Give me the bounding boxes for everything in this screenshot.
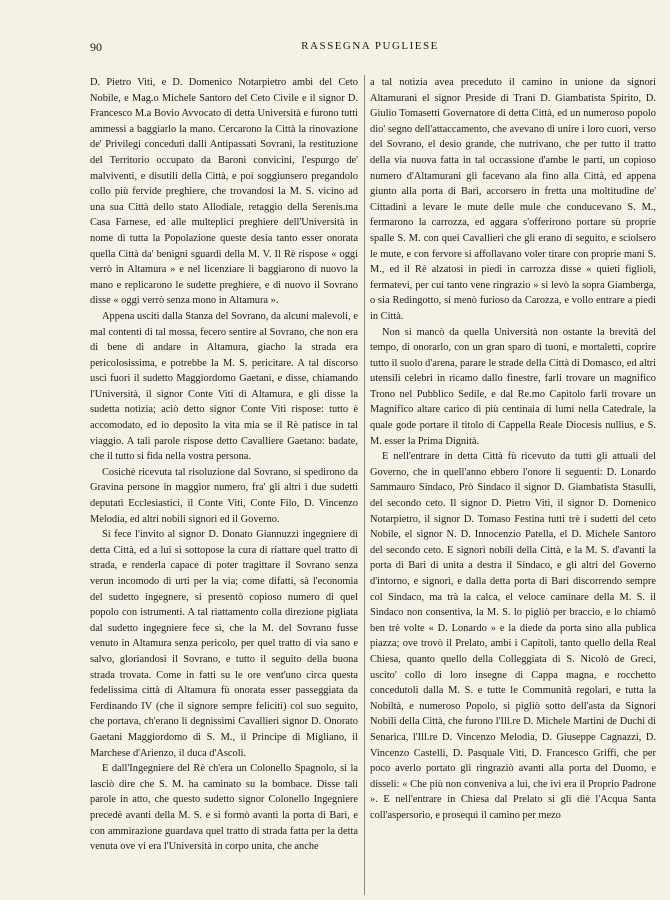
paragraph: Appena usciti dalla Stanza del Sovrano, da alcuni malevoli, e mal contenti di tal mossa, fecero sentire al Sovrano, che non era di bene di andare in Altamura, giacho la strada era pericolosissima, e potrebbe la M. S. pericitare. A tal discorso usci fuori il sudetto Maggiordomo Gaetani, e disse, chiamando l'Università, il signor Conte Viti di Altamura, e gli disse la sudetta notizia; aciò detto signor Conte Viti rispose: tutto è accomodato, ed io deposito la vita mia se il Rè patisce in tal viaggio. A tali parole rispose detto Cavalliere Gaetano: badate, che il tutto si fida nella vostra persona. <box>90 310 358 463</box>
left-column <box>90 75 358 855</box>
paragraph: D. Pietro Viti, e D. Domenico Notarpietro ambi del Ceto Nobile, e Mag.o Michele Santoro del Ceto Civile e il signor D. Francesco M.a Bovio Avvocato di detta Università e furono tutti ammessi a baggiarlo la mano. Cercarono la Città la rinovazione de' Privilegi conceduti dalli Antipassati Sovrani, la restituzione del Territorio occupato da Baroni convicini, l'espurgo de' malviventi, e disutili della Città, e poi soggiunsero pregandolo collo più fervide preghiere, che trovandosi la M. S. vicino ad una sua Città dello stato Allodiale, retaggio della Serenis.ma Casa Farnese, ed alle multeplici preghiere dell'Università in nome di tutta la Popolazione queste desia tanto esser onorata quella Città da' benigni sguardi della M. V. Il Rè rispose « oggi verrò in Altamura » e nel licenziare li baggiarono di nuovo la mano e replicarono le sudette preghiere, e di nuovo il Sovrano disse « oggi verrò senza mono in Altamura ». <box>90 77 358 307</box>
paragraph: a tal notizia avea preceduto il camino in unione da signori Altamurani el signor Preside di Trani D. Giambatista Spirito, D. Giulio Tomasetti Governatore di detta Città, ed un numeroso popolo dio' segno dell'attaccamento, che avevano di unire i loro cuori, verso del Sovrano, el desio grande, che nutrivano, che per tutto il tratto della via nuova fatta in tal occassione d'ambe le parti, un copioso numero d'Altamurani gli facevano ala fino alla Città, ed appena giunto alla porta di Bari, accorsero in fretta una moltitudine de' Cittadini a levare le mute delle mule che conducevano S. M., fermarono la carrozza, ed aggara s'offerirono portare sù proprie spalle S. M. con quei Cavallieri che gli erano di seguito, e sciolsero le mute, e con fervore si affollavano voler tirare con proprie mani S. M., ed il Rè alzatosi in piedi in carrozza disse « quieti figlioli, fermatevi, per cui tanto vene ringrazio » si levò la sopra Giamberga, o sia Redingotto, si menò furioso da Carozza, e vollo entrare a piedi in Città. <box>370 77 656 322</box>
paragraph: Si fece l'invito al signor D. Donato Giannuzzi ingegniere di detta Città, ed a lui si sottopose la cura di riattare quel tratto di strada, e renderla capace di poter tragittare il Sovrano senza verun incomodo di urti per la via; come difatti, sà l'economia del sudetto ingegnere, si presentò copioso numero di quel popolo con istrumenti. A tal riattamento colla direzione pigliata dal sudetto ingegniere fece sì, che la M. del Sovrano fusse venuto in Altamura senza pericolo, per quel tratto di via sano e salvo, gloriandosi il Sovrano, e tutto il seguito della buona strada trovata. Come in fatti su le ore vent'uno circa questa fedelissima città di Altamura fù onorata esser passeggiata da Ferdinando IV (che il signore sempre felicitì) col suo seguito, che portava, ch'erano li degnissimi Cavallieri signor D. Onorato Gaetani Maggiordomo di S. M., il Principe di Migliano, il Marchese d'Arienzo, il duca d'Ascoli. <box>90 529 358 759</box>
running-title: RASSEGNA PUGLIESE <box>301 40 439 52</box>
paragraph: E nell'entrare in detta Città fù ricevuto da tutti gli attuali del Governo, che in quell'anno ebbero l'onore li seguenti: D. Lonardo Sammauro Sindaco, Prò Sindaco il signor D. Giambatista Stasulli, del secondo ceto. Il signor D. Pietro Viti, il signor D. Domenico Notarpietro, il signor D. Tomaso Festina tutti trè i sudetti del ceto Nobile, el signor N. D. Innocenzio Patella, el D. Michele Santoro del secondo ceto. E signori nobili della Città, e la M. S. d'avanti la porta di Bari di unita a destra il Sindaco, e gli altri del Governo d'intorno, e signori, e dalla detta porta di Bari discorrendo sempre col Sindaco, ma trà la calca, el veloce caminare della M. S. il Sindaco non consentiva, la M. S. lo pigliò per braccio, e lo chiamò ben trè volte « D. Lonardo » e la diede da porta sino alla publica piazza; ove trovò il Prelato, ambi i Capitoli, tanto quello della Real Chiesa, quanto quello della Colleggiata di S. Nicolò de Greci, uscito' collo di loro insegne di Cappa magna, e rocchetto concedutoli dalla M. S. e tutte le Communità regolari, e tutta la Nobiltà, e numeroso Popolo, si pigliò sotto dell'asta da Signori Nobili della Città, che furono l'Ill.re D. Michele Martini de Duchi di Senarica, l'Ill.re D. Vincenzo Melodia, D. Giuseppe Cagnazzi, D. Vincenzo Castelli, D. Pasquale Viti, D. Francesco Griffi, che per poco averlo portato gli ringraziò avanti alla porta del Duomo, e disseli: « Che più non conveniva a lui, che ivi era il Proprio Padrone ». E nell'entrare in Chiesa dal Prelato si gli diè l'Acqua Santa coll'aspersorio, e prosequì il camino per mezo <box>370 451 656 821</box>
page-number: 90 <box>90 40 102 54</box>
paragraph: E dall'Ingegniere del Rè ch'era un Colonello Spagnolo, si la lasciò dire che S. M. ha caminato su la bombace. Disse tali parole in atto, che questo sudetto signor Colonello Ingegniere precedè avanti della M. S. e si formò avanti la porta di Bari, e con ammirazione guardava quel tratto di strada fatta per la detta venuta ove vi era l'Università in corpo unita, che anche <box>90 763 358 853</box>
paragraph: Non si mancò da quella Università non ostante la brevità del tempo, di onorarlo, con un gran sparo di tuoni, e mortaletti, coprire tutto il suolo d'arena, parare le strade della Città di Domasco, ed altri utensili celebri in ricamo dallo finestre, farli trovare un magnifico Trono nel Pubblico Sedile, e dal Re.mo Capitolo farli trovare un Magnifico altare carico di più centinaia di lumi nella Catedrale, la quale gode portare il titolo di Cappella Reale Diocesis nullius, e S. M. esser la Prima Dignità. <box>370 326 656 447</box>
paragraph: Cosichè ricevuta tal risoluzione dal Sovrano, si spedirono da Gravina persone in maggior numero, fra' gli altri i due sudetti deputati Ecclesiastici, il Conte Viti, Conte Filo, D. Vincenzo Melodia, ed altri nobili signori ed il Governo. <box>90 466 358 525</box>
column-divider <box>364 75 365 895</box>
right-column <box>370 75 656 824</box>
page-header <box>90 40 650 60</box>
